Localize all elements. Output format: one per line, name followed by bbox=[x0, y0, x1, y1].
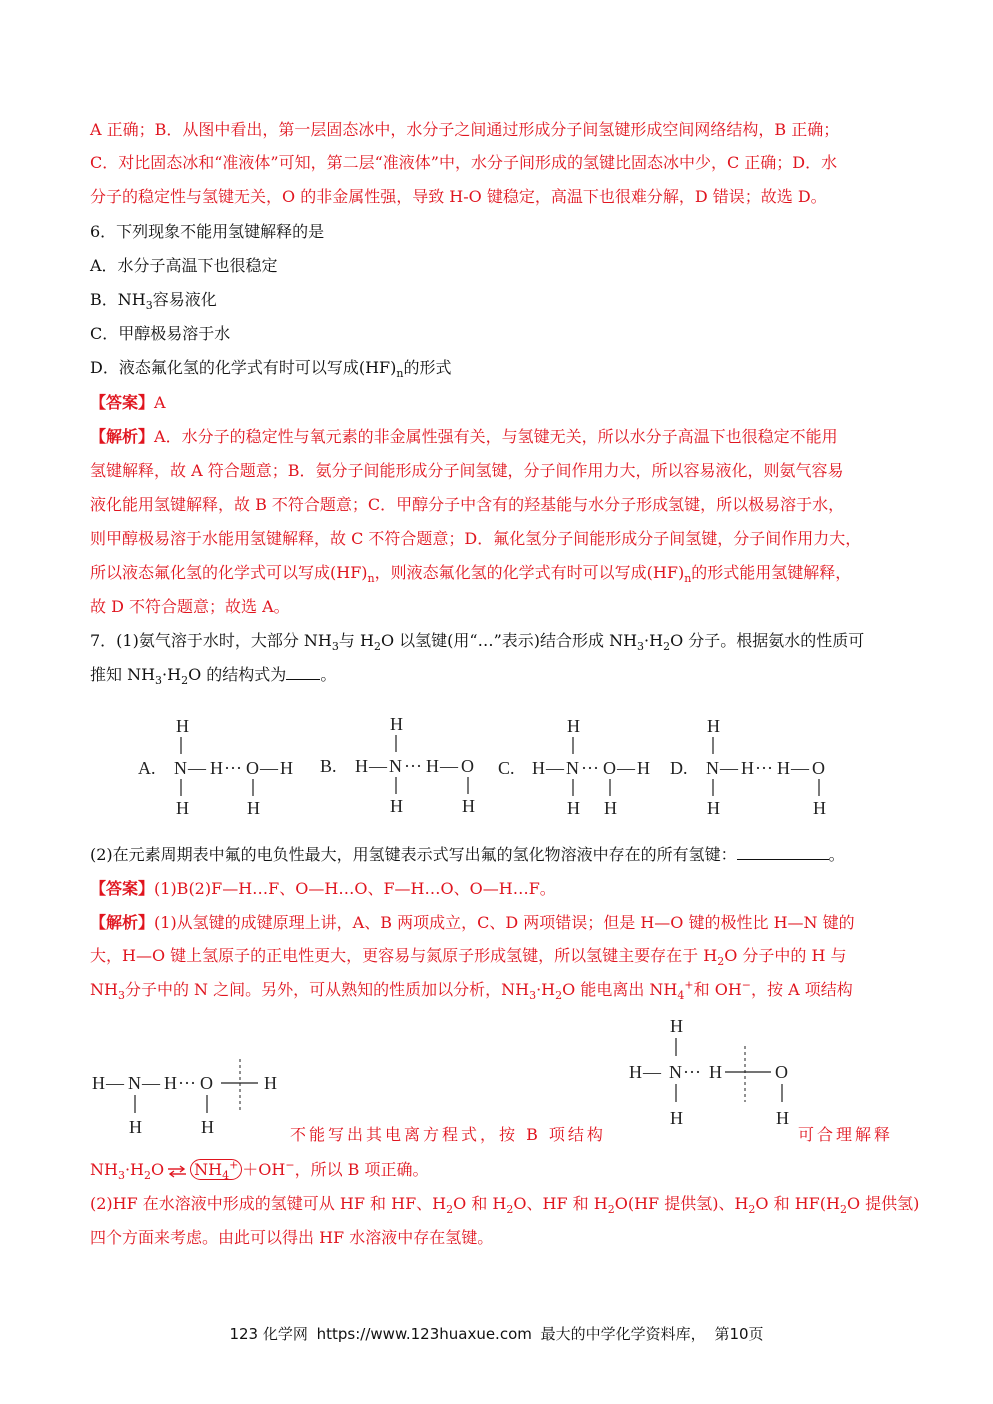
prev-analysis-line-3: 分子的稳定性与氢键无关，O 的非金属性强，导致 H-O 键稳定，高温下也很难分解，D 错误；故选 D。 bbox=[90, 187, 827, 206]
option-c-label: C. bbox=[498, 758, 515, 778]
atom-h: H bbox=[164, 1073, 177, 1093]
atom-h: H bbox=[707, 716, 720, 736]
answer-blank bbox=[286, 665, 320, 680]
bond: — bbox=[617, 758, 635, 778]
atom-h: H bbox=[247, 798, 260, 818]
atom-h: H bbox=[776, 1108, 789, 1128]
atom-h: H bbox=[707, 798, 720, 818]
option-d-label: D. bbox=[670, 758, 688, 778]
atom-h: H bbox=[532, 758, 545, 778]
atom-h: H bbox=[129, 1117, 142, 1137]
atom-h: H bbox=[390, 796, 403, 816]
q6-analysis-4: 则甲醇极易溶于水能用氢键解释，故 C 不符合题意；D．氟化氢分子间能形成分子间氢键，分子间作用力大， bbox=[90, 529, 862, 548]
atom-n: N bbox=[174, 758, 187, 778]
hydrogen-bond: ··· bbox=[224, 758, 242, 778]
ammonium-ion: $NH_4^+$ bbox=[190, 1159, 242, 1180]
prev-analysis-line-2: C．对比固态冰和“准液体”可知，第二层“准液体”中，水分子间形成的氢键比固态冰中少，C 正确；D．水 bbox=[90, 153, 838, 172]
q6-analysis-2: 氢键解释，故 A 符合题意；B．氨分子间能形成分子间氢键，分子间作用力大，所以容易液化，则氨气容易 bbox=[90, 461, 844, 480]
atom-h: H bbox=[709, 1062, 722, 1082]
structure-b-dissociation bbox=[625, 1012, 805, 1132]
q6-analysis-3: 液化能用氢键解释，故 B 不符合题意；C．甲醇分子中含有的羟基能与水分子形成氢键，所以极易溶于水， bbox=[90, 495, 845, 514]
structure-options bbox=[130, 706, 850, 822]
atom-o: O bbox=[603, 758, 616, 778]
q7-part2: (2)在元素周期表中氟的电负性最大，用氢键表示式写出氟的氢化物溶液中存在的所有氢键： 。 bbox=[90, 845, 845, 864]
bond: — bbox=[142, 1073, 160, 1093]
structure-a-dissociation bbox=[88, 1055, 298, 1145]
atom-h: H bbox=[426, 756, 439, 776]
atom-h: H bbox=[92, 1073, 105, 1093]
atom-n: N bbox=[706, 758, 719, 778]
reasonable-text: 可合理解释 bbox=[798, 1125, 894, 1144]
bond: — bbox=[369, 756, 387, 776]
hydrogen-bond: ··· bbox=[581, 758, 599, 778]
atom-h: H bbox=[390, 714, 403, 734]
q7-analysis-3: $NH_3$分子中的 N 之间。另外，可从熟知的性质加以分析，$NH_3\cdot H_2O$ 能电离出 $NH_4^+$和 OH−，按 A 项结构 bbox=[90, 978, 853, 1003]
atom-n: N bbox=[566, 758, 579, 778]
atom-h: H bbox=[813, 798, 826, 818]
q6-option-a: A．水分子高温下也很稳定 bbox=[90, 256, 278, 275]
q7-analysis-1: 【解析】(1)从氢键的成键原理上讲，A、B 两项成立，C、D 两项错误；但是 H—O 键的极性比 H—N 键的 bbox=[90, 913, 855, 932]
bond: — bbox=[260, 758, 278, 778]
atom-h: H bbox=[670, 1016, 683, 1036]
bond: — bbox=[546, 758, 564, 778]
q7-stem-1: 7．(1)氨气溶于水时，大部分 $NH_3$与 $H_2O$ 以氢键(用“…”表示)结合形成 $NH_3\cdot H_2O$ 分子。根据氨水的性质可 bbox=[90, 631, 865, 654]
atom-n: N bbox=[128, 1073, 141, 1093]
footer-slogan: 最大的中学化学资料库， bbox=[540, 1325, 706, 1343]
option-a-label: A. bbox=[138, 758, 156, 778]
q7-answer: 【答案】(1)B(2)F—H…F、O—H…O、F—H…O、O—H…F。 bbox=[90, 879, 556, 898]
bond: — bbox=[720, 758, 738, 778]
reversible-arrow-icon bbox=[166, 1164, 188, 1178]
atom-h: H bbox=[629, 1062, 642, 1082]
atom-n: N bbox=[389, 756, 402, 776]
q6-stem: 6．下列现象不能用氢键解释的是 bbox=[90, 222, 325, 241]
q7-analysis-part2-2: 四个方面来考虑。由此可以得出 HF 水溶液中存在氢键。 bbox=[90, 1228, 494, 1247]
footer-page-number: 第10页 bbox=[714, 1325, 764, 1343]
atom-o: O bbox=[812, 758, 825, 778]
q7-analysis-2: 大，H—O 键上氢原子的正电性更大，更容易与氮原子形成氢键，所以氢键主要存在于 $H_2O$ 分子中的 H 与 bbox=[90, 946, 847, 969]
atom-h: H bbox=[462, 796, 475, 816]
q7-stem-2: 推知 $NH_3\cdot H_2O$ 的结构式为 。 bbox=[90, 665, 337, 688]
atom-h: H bbox=[567, 716, 580, 736]
bond: — bbox=[791, 758, 809, 778]
q6-option-b: B．$NH_3$容易液化 bbox=[90, 290, 217, 313]
prev-analysis-line-1: A 正确；B．从图中看出，第一层固态冰中，水分子之间通过形成分子间氢键形成空间网络结构，B 正确； bbox=[90, 120, 840, 139]
cannot-write-text: 不能写出其电离方程式，按 B 项结构 bbox=[290, 1125, 606, 1144]
footer-site: 123 化学网 bbox=[229, 1325, 308, 1343]
atom-h: H bbox=[604, 798, 617, 818]
atom-h: H bbox=[176, 716, 189, 736]
footer-url[interactable]: https://www.123huaxue.com bbox=[316, 1325, 532, 1343]
atom-h: H bbox=[176, 798, 189, 818]
atom-h: H bbox=[567, 798, 580, 818]
q7-analysis-part2-1: (2)HF 在水溶液中形成的氢键可从 HF 和 HF、$H_2O$ 和 $H_2O$、HF 和 $H_2O(HF$ 提供氢)、$H_2O$ 和 $HF(H_2O$ 提供氢) bbox=[90, 1194, 920, 1217]
atom-h: H bbox=[201, 1117, 214, 1137]
q6-analysis-1: 【解析】A．水分子的稳定性与氧元素的非金属性强有关，与氢键无关，所以水分子高温下也很稳定不能用 bbox=[90, 427, 838, 446]
page-footer bbox=[0, 1323, 993, 1344]
atom-h: H bbox=[264, 1073, 277, 1093]
hydrogen-bond: ··· bbox=[178, 1073, 196, 1093]
atom-o: O bbox=[246, 758, 259, 778]
hydrogen-bond: ··· bbox=[404, 756, 422, 776]
atom-h: H bbox=[210, 758, 223, 778]
q6-analysis-6: 故 D 不符合题意；故选 A。 bbox=[90, 597, 290, 616]
atom-h: H bbox=[355, 756, 368, 776]
bond: — bbox=[188, 758, 206, 778]
q6-option-d: D．液态氟化氢的化学式有时可以写成$(HF)_n$的形式 bbox=[90, 358, 452, 381]
option-b-label: B. bbox=[320, 756, 337, 776]
q6-option-c: C．甲醇极易溶于水 bbox=[90, 324, 231, 343]
bond: — bbox=[643, 1062, 661, 1082]
atom-h: H bbox=[280, 758, 293, 778]
atom-o: O bbox=[775, 1062, 788, 1082]
atom-h: H bbox=[670, 1108, 683, 1128]
q6-answer: 【答案】A bbox=[90, 393, 166, 412]
hydrogen-bond: ··· bbox=[683, 1062, 701, 1082]
atom-h: H bbox=[741, 758, 754, 778]
answer-blank bbox=[737, 845, 829, 860]
hydrogen-bond: ··· bbox=[755, 758, 773, 778]
atom-n: N bbox=[669, 1062, 682, 1082]
atom-o: O bbox=[461, 756, 474, 776]
q6-analysis-5: 所以液态氟化氢的化学式可以写成$(HF)_n$，则液态氟化氢的化学式有时可以写成$(HF)_n$的形式能用氢键解释， bbox=[90, 563, 852, 586]
atom-h: H bbox=[777, 758, 790, 778]
ionization-equation: $NH_3\cdot H_2O$ $NH_4^+ +OH^-$，所以 B 项正确。 bbox=[90, 1158, 429, 1183]
bond: — bbox=[440, 756, 458, 776]
atom-o: O bbox=[200, 1073, 213, 1093]
atom-h: H bbox=[637, 758, 650, 778]
bond: — bbox=[106, 1073, 124, 1093]
